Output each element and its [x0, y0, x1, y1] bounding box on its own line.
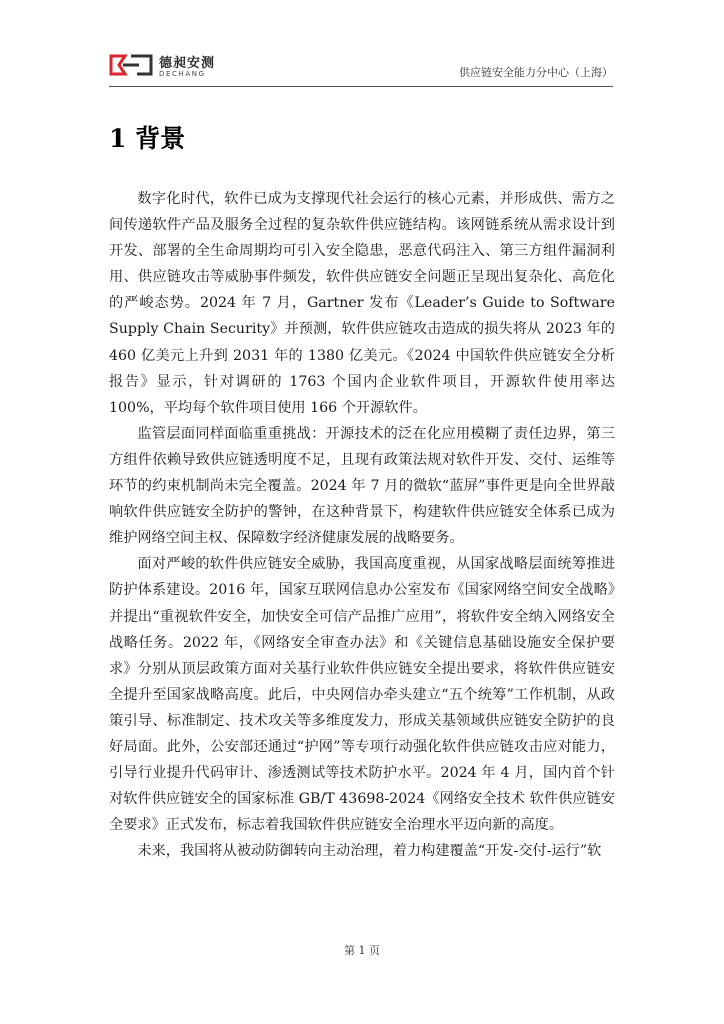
page-number: 第 1 页 — [344, 944, 380, 957]
page-header — [109, 46, 613, 88]
section-heading: 1 背景 — [109, 124, 186, 153]
body-text — [109, 186, 615, 864]
header-divider — [109, 86, 613, 87]
logo-english-name: DECHANG — [159, 70, 206, 78]
paragraph: 数字化时代，软件已成为支撑现代社会运行的核心元素，并形成供、需方之间传递软件产品及服务全过程的复杂软件供应链结构。该网链系统从需求设计到开发、部署的全生命周期均可引入安全隐患，恶意代码注入、第三方组件漏洞利用、供应链攻击等威胁事件频发，软件供应链安全问题正呈现出复杂化、高危化的严峻态势。2024 年 7 月，Gartner 发布《Leader’s Guide to Software Supply Chain Security》并预测，软件供应链攻击造成的损失将从 2023 年的 460 亿美元上升到 2031 年的 1380 亿美元。《2024 中国软件供应链安全分析报告》显示，针对调研的 1763 个国内企业软件项目，开源软件使用率达 100%，平均每个软件项目使用 166 个开源软件。 — [109, 191, 615, 416]
paragraph: 面对严峻的软件供应链安全威胁，我国高度重视，从国家战略层面统筹推进防护体系建设。2016 年，国家互联网信息办公室发布《国家网络空间安全战略》并提出“重视软件安全，加快安全可信产品推广应用”，将软件安全纳入网络安全战略任务。2022 年，《网络安全审查办法》和《关键信息基础设施安全保护要求》分别从顶层政策方面对关基行业软件供应链安全提出要求，将软件供应链安全提升至国家战略高度。此后，中央网信办牵头建立“五个统筹”工作机制，从政策引导、标准制定、技术攻关等多维度发力，形成关基领域供应链安全防护的良好局面。此外，公安部还通过“护网”等专项行动强化软件供应链攻击应对能力，引导行业提升代码审计、渗透测试等技术防护水平。2024 年 4 月，国内首个针对软件供应链安全的国家标准 GB/T 43698-2024《网络安全技术 软件供应链安全要求》正式发布，标志着我国软件供应链安全治理水平迈向新的高度。 — [109, 556, 615, 834]
logo-chinese-name: 德昶安测 — [159, 56, 216, 71]
company-logo — [109, 52, 229, 82]
paragraph: 未来，我国将从被动防御转向主动治理，着力构建覆盖“开发-交付-运行”软 — [137, 843, 602, 860]
paragraph: 监管层面同样面临重重挑战：开源技术的泛在化应用模糊了责任边界，第三方组件依赖导致供应链透明度不足，且现有政策法规对软件开发、交付、运维等环节的约束机制尚未完全覆盖。2024 年 7 月的微软“蓝屏”事件更是向全世界敲响软件供应链安全防护的警钟，在这种背景下，构建软件供应链安全体系已成为维护网络空间主权、保障数字经济健康发展的战略要务。 — [109, 425, 615, 547]
organization-name: 供应链安全能力分中心（上海） — [459, 66, 613, 79]
logo-mark-icon — [109, 54, 153, 76]
